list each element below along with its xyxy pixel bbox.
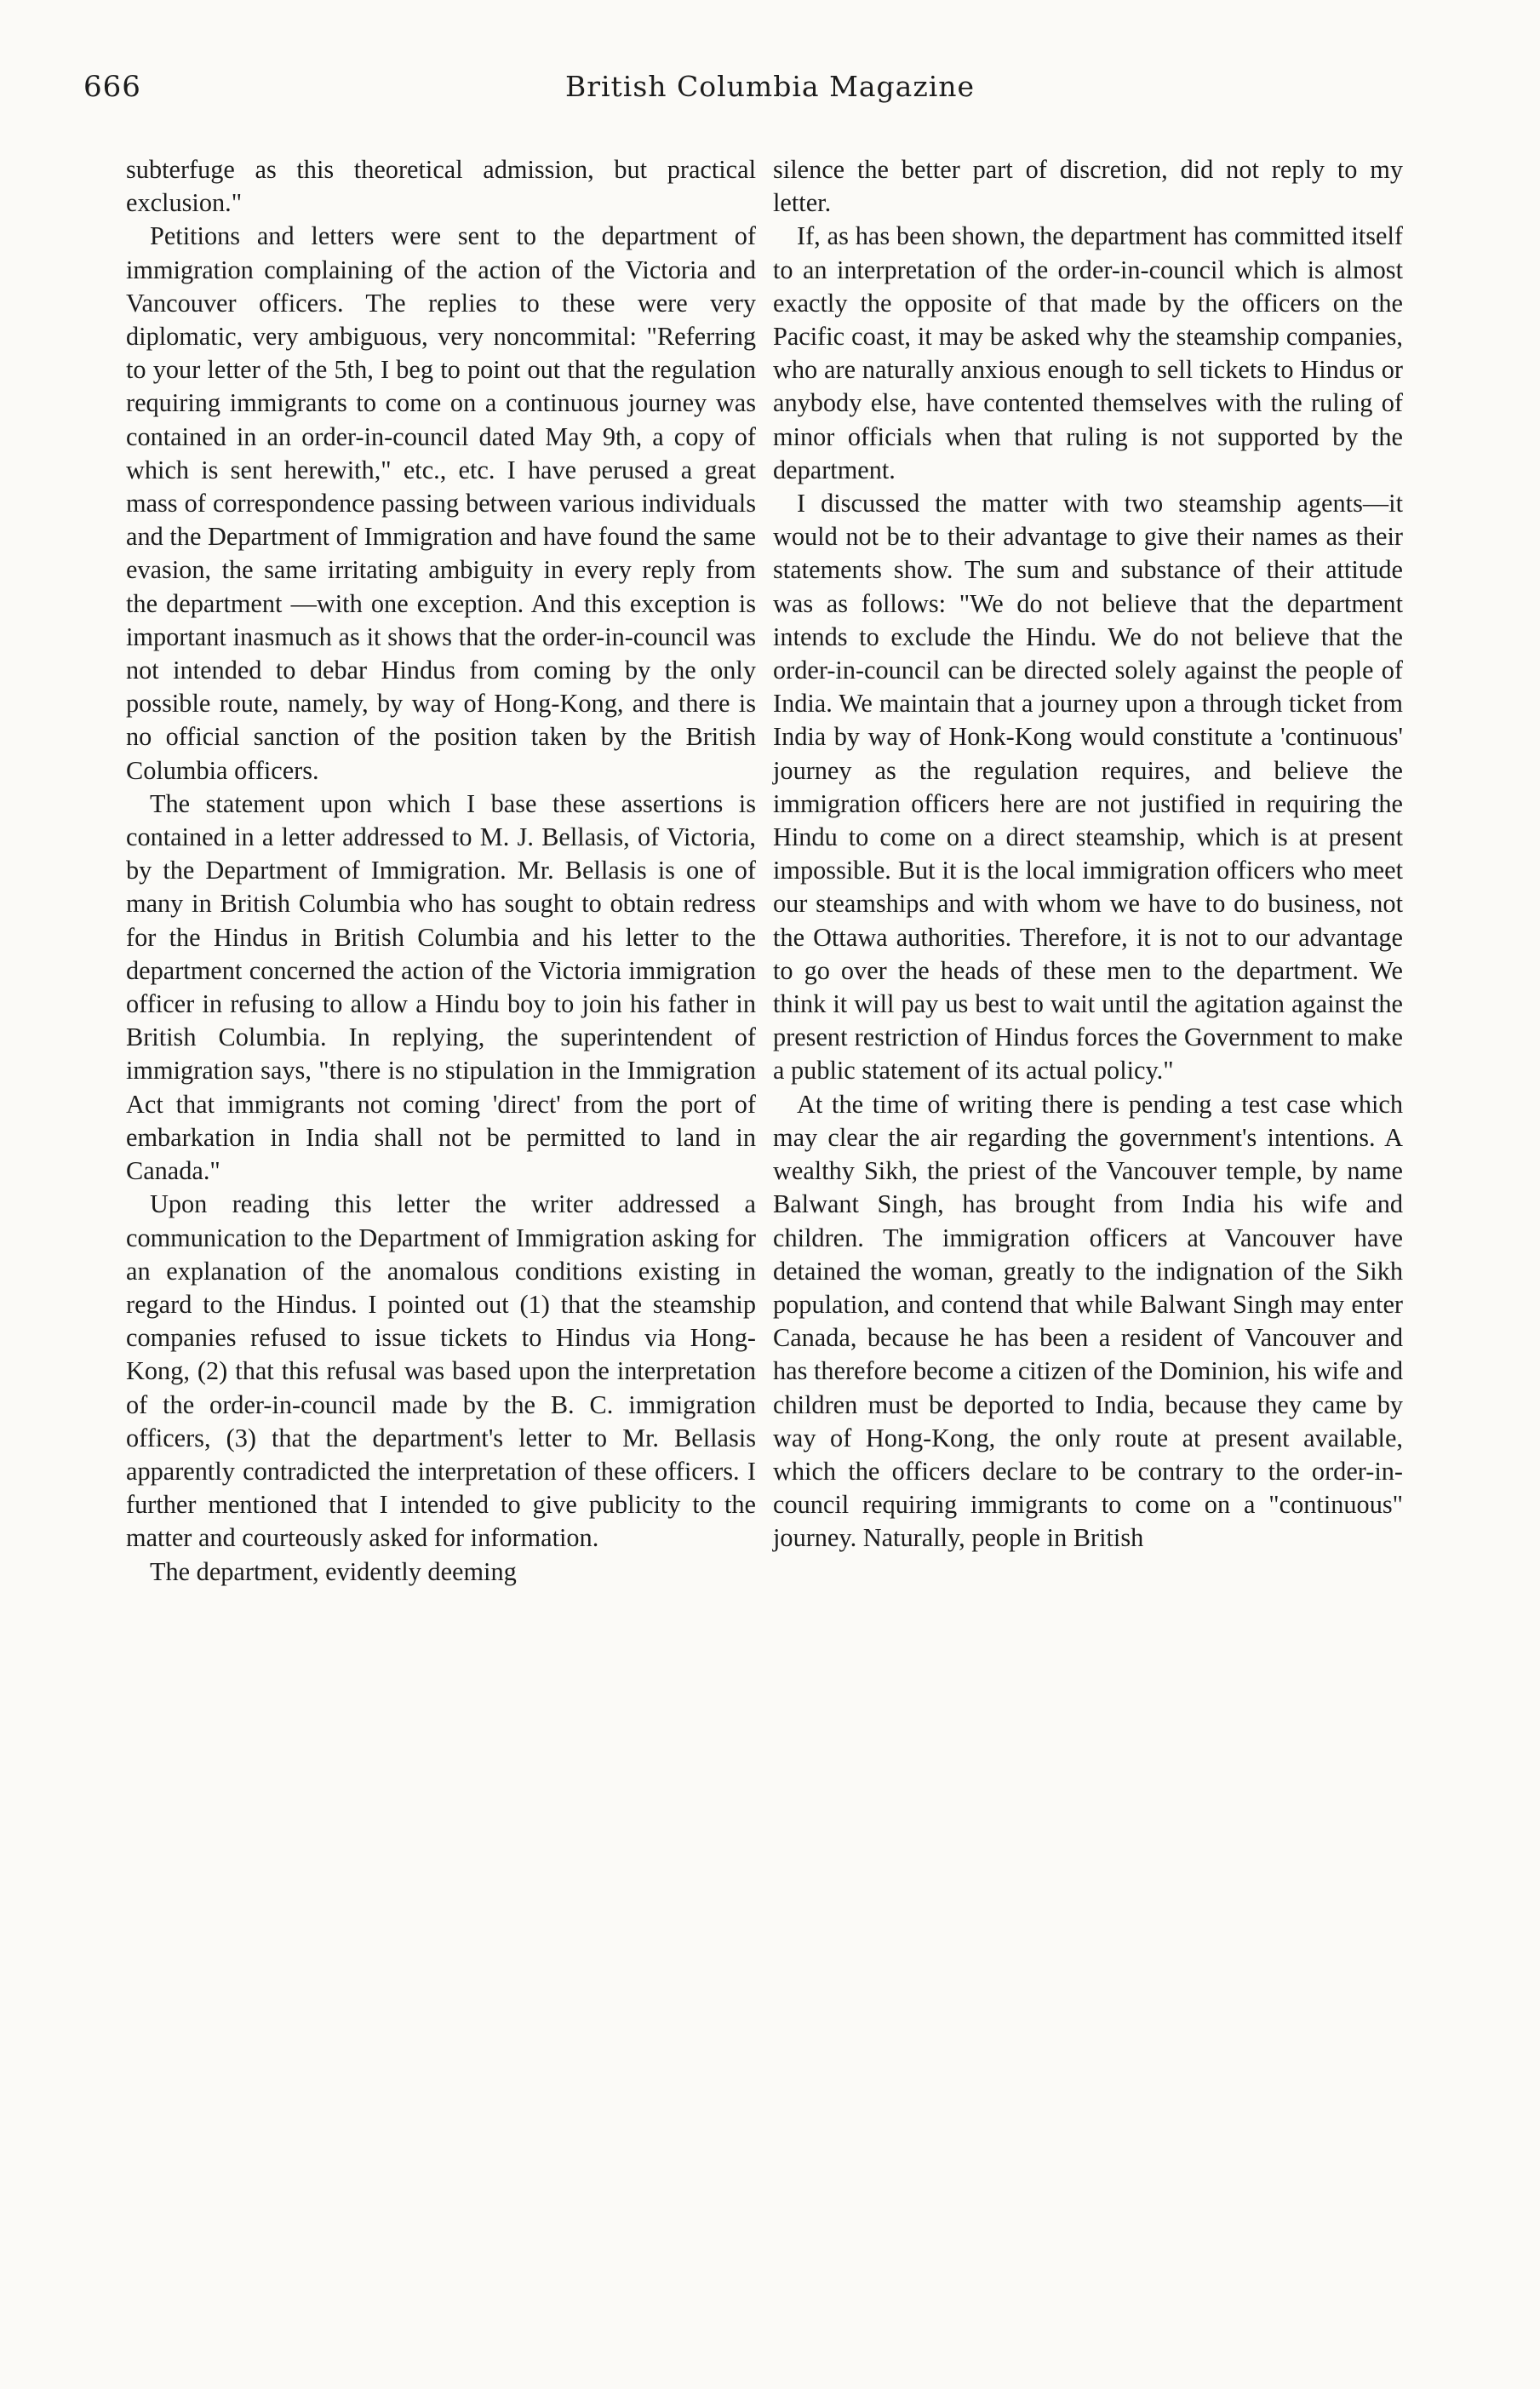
paragraph: silence the better part of discretion, did not reply to my letter. — [773, 155, 1403, 218]
paragraph: Upon reading this letter the writer addressed a communication to the Department of Immigration asking for an explanation of the anomalous conditions existing in regard to the Hindus. I pointed out (1) that the steamship companies refused to issue tickets to Hindus via Hong-Kong, (2) that this refusal was based upon the interpretation of the order-in-council made by the B. C. immigration officers, (3) that the department's letter to Mr. Bellasis apparently contradicted the interpretation of these officers. I further mentioned that I intended to give publicity to the matter and courteously asked for information. — [126, 1189, 756, 1553]
paragraph: I discussed the matter with two steamship agents—it would not be to their advantage to give their names as their statements show. The sum and substance of their attitude was as follows: "We do not believe that the department intends to exclude the Hindu. We do not believe that the order-in-council can be directed solely against the people of India. We maintain that a journey upon a through ticket from India by way of Honk-Kong would constitute a 'continuous' journey as the regulation requires, and believe the immigration officers here are not justified in requiring the Hindu to come on a direct steamship, which is at present impossible. But it is the local immigration officers who meet our steamships and with whom we have to do business, not the Ottawa authorities. Therefore, it is not to our advantage to go over the heads of these men to the department. We think it will pay us best to wait until the agitation against the present restriction of Hindus forces the Government to make a public statement of its actual policy." — [773, 489, 1403, 1086]
paragraph: Petitions and letters were sent to the department of immigration complaining of the action of the Victoria and Vancouver officers. The replies to these were very diplomatic, very ambiguous, very noncommital: "Referring to your letter of the 5th, I beg to point out that the regulation requiring immigrants to come on a continuous journey was contained in an order-in-council dated May 9th, a copy of which is sent herewith," etc., etc. I have perused a great mass of correspondence passing between various individuals and the Department of Immigration and have found the same evasion, the same irritating ambiguity in every reply from the department —with one exception. And this exception is important inasmuch as it shows that the order-in-council was not intended to debar Hindus from coming by the only possible route, namely, by way of Hong-Kong, and there is no official sanction of the position taken by the British Columbia officers. — [126, 221, 756, 785]
paragraph: The department, evidently deeming — [150, 1556, 517, 1586]
page-number: 666 — [83, 70, 141, 104]
paragraph: If, as has been shown, the department has committed itself to an interpretation of the order-in-council which is almost exactly the opposite of that made by the officers on the Pacific coast, it may be asked why the steamship companies, who are naturally anxious enough to sell tickets to Hindus or anybody else, have contented themselves with the ruling of minor officials when that ruling is not supported by the department. — [773, 221, 1403, 484]
paragraph: At the time of writing there is pending a test case which may clear the air regarding the government's intentions. A wealthy Sikh, the priest of the Vancouver temple, by name Balwant Singh, has brought from India his wife and children. The immigration officers at Vancouver have detained the woman, greatly to the indignation of the Sikh population, and contend that while Balwant Singh may enter Canada, because he has been a resident of Vancouver and has therefore become a citizen of the Dominion, his wife and children must be deported to India, because they came by way of Hong-Kong, the only route at present available, which the officers declare to be contrary to the order-in-council requiring immigrants to come on a "continuous" journey. Naturally, people in British — [773, 1089, 1403, 1553]
running-title: British Columbia Magazine — [564, 70, 976, 103]
paragraph: The statement upon which I base these assertions is contained in a letter addressed to M. J. Bellasis, of Victoria, by the Department of Immigration. Mr. Bellasis is one of many in British Columbia who has sought to obtain redress for the Hindus in British Columbia and his letter to the department concerned the action of the Victoria immigration officer in refusing to allow a Hindu boy to join his father in British Columbia. In replying, the superintendent of immigration says, "there is no stipulation in the Immigration Act that immigrants not coming 'direct' from the port of embarkation in India shall not be permitted to land in Canada." — [126, 788, 756, 1186]
left-column — [126, 153, 756, 1589]
paragraph: subterfuge as this theoretical admission, but practical exclusion." — [126, 155, 756, 218]
right-column — [773, 153, 1403, 1555]
